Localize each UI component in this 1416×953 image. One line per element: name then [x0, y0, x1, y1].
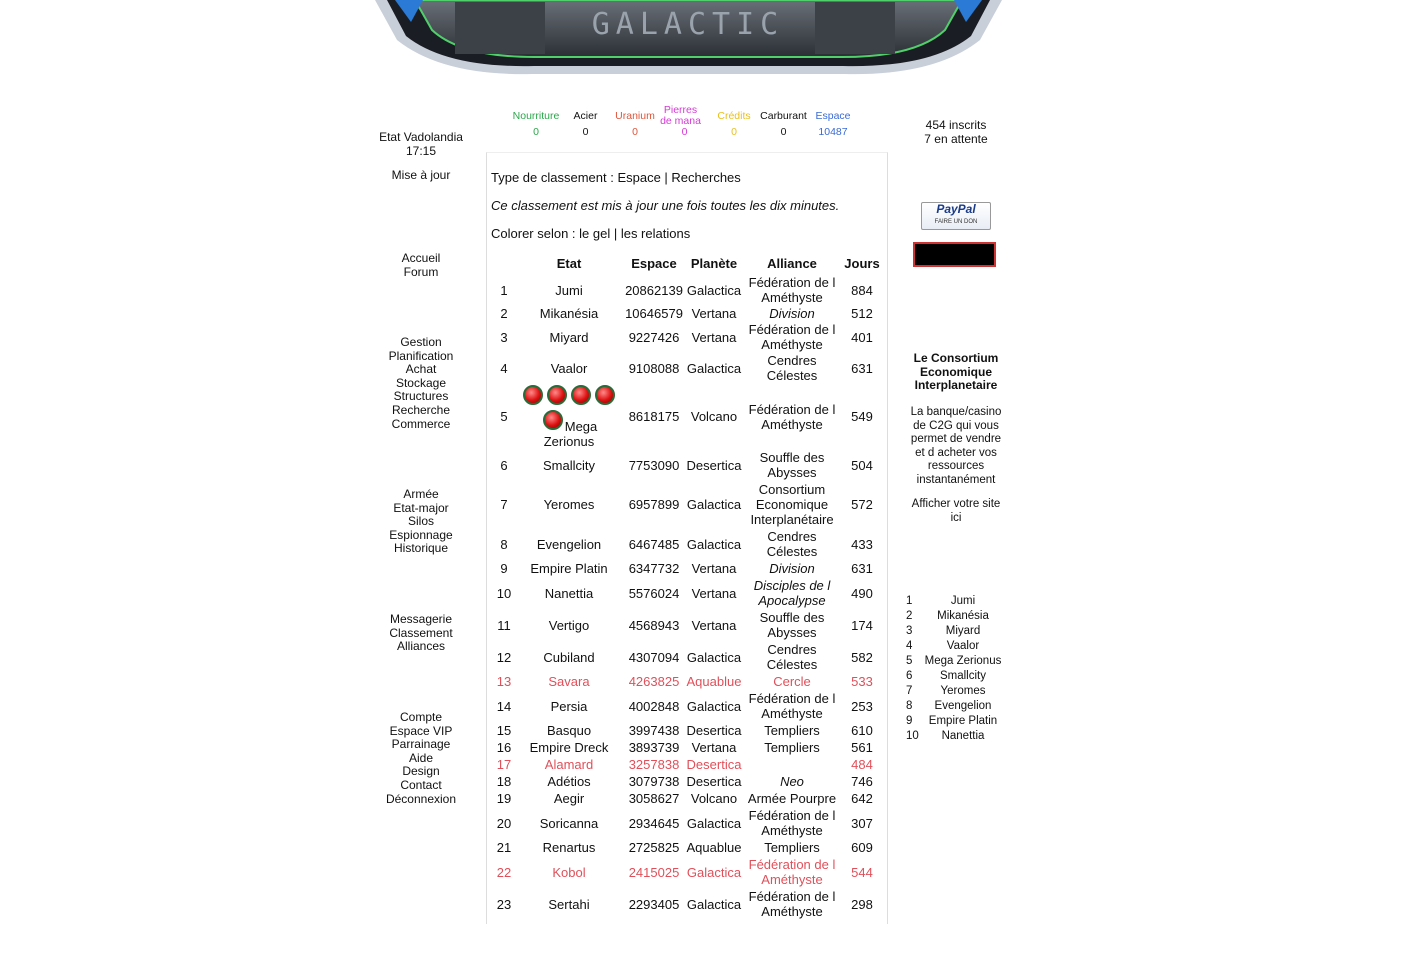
rank-cell: 20: [496, 815, 512, 831]
medal-icon: [571, 385, 591, 405]
top10-item[interactable]: [906, 729, 1002, 744]
state-cell[interactable]: [516, 481, 622, 528]
space-cell: 10646579: [625, 306, 683, 321]
top10-item[interactable]: [906, 624, 1002, 639]
alliance-cell[interactable]: Fédération de l Améthyste: [748, 889, 836, 919]
state-cell[interactable]: [516, 888, 622, 920]
alliance-cell[interactable]: [742, 756, 842, 773]
nav-group-home: [370, 252, 472, 279]
table-row: [492, 275, 882, 305]
header-rank: [492, 251, 516, 275]
planet-cell: Galactica: [686, 896, 742, 912]
space-cell: 4002848: [628, 698, 680, 714]
state-name: Sertahi: [548, 896, 590, 912]
header-jours[interactable]: Jours: [844, 255, 880, 271]
alliance-cell[interactable]: Fédération de l Améthyste: [748, 401, 836, 432]
state-name: Adétios: [547, 774, 591, 789]
days-cell: 572: [851, 497, 873, 512]
rank-cell: 13: [496, 674, 512, 689]
alliance-cell[interactable]: Souffle des Abysses: [759, 450, 825, 480]
state-cell[interactable]: [516, 384, 622, 449]
table-row: [492, 856, 882, 888]
state-name: Smallcity: [542, 457, 595, 473]
days-cell: 884: [851, 282, 873, 298]
state-cell[interactable]: [516, 773, 622, 790]
days-cell: 549: [851, 409, 873, 424]
table-row: [492, 888, 882, 920]
rank-cell: 9: [500, 561, 508, 576]
top10-rank: 7: [906, 685, 913, 697]
days-cell: 401: [851, 329, 873, 345]
top10-name: Miyard: [945, 625, 981, 637]
days-cell: 533: [851, 674, 873, 689]
nav-classement[interactable]: Classement: [389, 625, 453, 640]
resource-value: 0: [780, 126, 787, 138]
rank-cell: 8: [500, 536, 508, 552]
top10-name: Yeromes: [940, 685, 986, 697]
state-cell[interactable]: [516, 722, 622, 739]
state-cell[interactable]: [516, 673, 622, 690]
planet-cell: Volcano: [690, 409, 738, 424]
ranking-note: Ce classement est mis à jour une fois toutes les dix minutes.: [491, 198, 840, 213]
state-cell[interactable]: [516, 856, 622, 888]
header-etat[interactable]: Etat: [556, 255, 582, 271]
state-cell[interactable]: [516, 690, 622, 722]
days-cell: 631: [851, 561, 873, 576]
state-cell[interactable]: [516, 305, 622, 322]
planet-cell: Vertana: [691, 617, 737, 633]
state-name: Persia: [550, 698, 588, 714]
nav-contact[interactable]: Contact: [400, 777, 442, 792]
days-cell: 298: [851, 896, 873, 912]
planet-cell: Vertana: [691, 329, 737, 345]
rank-cell: 19: [496, 791, 512, 806]
update-link[interactable]: Mise à jour: [391, 168, 451, 182]
resource-label: Nourriture: [512, 109, 560, 122]
table-row: [492, 560, 882, 577]
color-by[interactable]: Colorer selon : le gel | les relations: [491, 226, 691, 241]
rank-cell: 15: [496, 723, 512, 738]
ranking-type[interactable]: Type de classement : Espace | Recherches: [491, 170, 741, 185]
top10-item[interactable]: [906, 609, 1002, 624]
planet-cell: Galactica: [686, 649, 742, 665]
paypal-logo: PayPal: [936, 202, 976, 216]
player-stats: [905, 119, 1007, 146]
planet-cell: Galactica: [686, 360, 742, 376]
state-cell[interactable]: [516, 560, 622, 577]
days-cell: 484: [851, 757, 873, 772]
table-row: [492, 609, 882, 641]
nav-planification[interactable]: Planification: [388, 348, 454, 363]
nav-deconnexion[interactable]: Déconnexion: [385, 791, 457, 806]
state-title: Etat Vadolandia: [379, 130, 463, 144]
alliance-cell[interactable]: Templiers: [764, 723, 820, 738]
rank-cell: 4: [500, 360, 508, 376]
space-cell: 2725825: [628, 840, 680, 855]
table-row: [492, 739, 882, 756]
top10-name: Jumi: [950, 595, 976, 607]
table-row: [492, 773, 882, 790]
rank-cell: 7: [500, 497, 508, 512]
resource-label: Espace: [815, 109, 851, 122]
state-cell[interactable]: [516, 609, 622, 641]
top10-rank: 2: [906, 610, 913, 622]
table-row: [492, 384, 882, 449]
state-name: Empire Platin: [530, 561, 608, 576]
state-cell[interactable]: [516, 839, 622, 856]
state-cell[interactable]: [516, 756, 622, 773]
state-name: Vaalor: [550, 360, 588, 376]
days-cell: 504: [851, 457, 873, 473]
days-cell: 561: [851, 740, 873, 755]
top10-item[interactable]: [906, 639, 1002, 654]
state-name: Yeromes: [543, 497, 595, 512]
space-cell: 5576024: [628, 585, 680, 601]
space-cell: 8618175: [628, 409, 680, 424]
days-cell: 490: [851, 585, 873, 601]
top10-name: Vaalor: [946, 640, 980, 652]
state-name: Renartus: [542, 840, 596, 855]
top10-rank: 5: [906, 655, 913, 667]
alliance-cell[interactable]: Cendres Célestes: [766, 642, 818, 672]
planet-cell: Aquablue: [686, 840, 742, 855]
space-cell: 3997438: [628, 723, 680, 738]
resource-label: Pierres de mana: [660, 104, 701, 127]
table-row: [492, 690, 882, 722]
planet-cell: Galactica: [686, 282, 742, 298]
table-row: [492, 528, 882, 560]
rank-cell: 18: [496, 774, 512, 789]
state-name: Alamard: [544, 757, 594, 772]
nav-group-account: [370, 711, 472, 806]
days-cell: 642: [851, 791, 873, 806]
nav-espace-vip[interactable]: Espace VIP: [389, 723, 453, 738]
days-cell: 582: [851, 649, 873, 665]
top10-item[interactable]: [906, 714, 1002, 729]
banner-title: GALACTIC: [591, 7, 785, 42]
state-name: Jumi: [555, 282, 583, 298]
state-name: Savara: [548, 674, 590, 689]
days-cell: 433: [851, 536, 873, 552]
nav-compte[interactable]: Compte: [399, 710, 443, 724]
top10-rank: 3: [906, 625, 913, 637]
space-cell: 9227426: [628, 329, 680, 345]
state-cell[interactable]: [516, 577, 622, 609]
top10-name: Evengelion: [934, 700, 992, 712]
top10-item[interactable]: [906, 699, 1002, 714]
alliance-cell[interactable]: Fédération de l Améthyste: [748, 808, 836, 838]
days-cell: 609: [851, 840, 873, 855]
resource-value: 0: [632, 126, 638, 138]
header-banner: [375, 0, 1002, 76]
nav-design[interactable]: Design: [402, 764, 440, 779]
nav-stockage[interactable]: Stockage: [395, 375, 447, 390]
nav-group-management: [370, 336, 472, 431]
rank-cell: 23: [496, 896, 512, 912]
space-cell: 6957899: [628, 497, 680, 512]
promo-text: La banque/casino de C2G qui vous permet de vendre et d acheter vos ressources instantanément: [910, 406, 1002, 486]
top10-item[interactable]: [906, 684, 1002, 699]
alliance-cell[interactable]: Consortium Economique Interplanétaire: [750, 482, 834, 527]
space-cell: 6467485: [628, 536, 680, 552]
state-cell[interactable]: [516, 790, 622, 807]
planet-cell: Aquablue: [686, 674, 742, 689]
paypal-sub: FAIRE UN DON: [934, 219, 978, 225]
rank-cell: 17: [496, 757, 512, 772]
rank-cell: 10: [496, 585, 512, 601]
sponsor-banner[interactable]: [913, 242, 996, 267]
table-row: [492, 577, 882, 609]
state-name: Aegir: [553, 791, 585, 806]
alliance-cell[interactable]: Fédération de l Améthyste: [748, 691, 836, 721]
top10-name: Mikanésia: [937, 610, 989, 622]
state-info: [370, 131, 472, 158]
state-cell[interactable]: [516, 528, 622, 560]
top10-name: Empire Platin: [928, 715, 998, 727]
resource-label: Uranium: [615, 109, 655, 122]
state-cell[interactable]: [516, 275, 622, 305]
registered-count: 454 inscrits: [925, 118, 987, 132]
space-cell: 2934645: [628, 815, 680, 831]
rank-cell: 11: [497, 617, 511, 633]
rank-cell: 3: [500, 329, 508, 345]
top10-item[interactable]: [906, 669, 1002, 684]
state-cell[interactable]: [516, 641, 622, 673]
nav-historique[interactable]: Historique: [393, 541, 449, 556]
top10-name: Nanettia: [941, 730, 985, 742]
top10-list: [906, 594, 1002, 744]
rank-cell: 5: [500, 409, 508, 424]
planet-cell: Galactica: [686, 536, 742, 552]
ranking-table: [492, 251, 882, 920]
top10-item[interactable]: [906, 594, 1002, 609]
space-cell: 3058627: [628, 791, 680, 806]
rank-cell: 1: [500, 282, 508, 298]
days-cell: 746: [851, 774, 873, 789]
alliance-cell[interactable]: Fédération de l Améthyste: [748, 275, 836, 305]
state-name: Evengelion: [536, 536, 602, 552]
state-name: Kobol: [552, 864, 586, 880]
state-name: Cubiland: [543, 649, 595, 665]
table-row: [492, 673, 882, 690]
top10-name: Smallcity: [939, 670, 986, 682]
alliance-cell[interactable]: Division: [769, 561, 815, 576]
space-cell: 3079738: [628, 774, 680, 789]
top10-rank: 8: [906, 700, 913, 712]
space-cell: 7753090: [628, 457, 680, 473]
alliance-cell[interactable]: Armée Pourpre: [747, 791, 837, 806]
rank-cell: 2: [500, 306, 508, 321]
space-cell: 2415025: [628, 864, 680, 880]
top10-rank: 1: [906, 595, 913, 607]
rank-cell: 16: [496, 740, 512, 755]
state-cell[interactable]: [516, 449, 622, 481]
nav-messagerie[interactable]: Messagerie: [389, 612, 453, 626]
planet-cell: Galactica: [686, 815, 742, 831]
planet-cell: Desertica: [686, 757, 742, 772]
nav-group-social: [370, 613, 472, 654]
nav-aide[interactable]: Aide: [408, 750, 434, 765]
table-row: [492, 481, 882, 528]
state-cell[interactable]: [516, 739, 622, 756]
clock-time: 17:15: [405, 143, 437, 158]
alliance-cell[interactable]: Neo: [780, 774, 804, 789]
space-cell: 3893739: [628, 740, 680, 755]
space-cell: 6347732: [628, 561, 680, 576]
planet-cell: Vertana: [691, 585, 737, 601]
alliance-cell[interactable]: Cendres Célestes: [766, 353, 818, 383]
rank-cell: 22: [496, 864, 512, 880]
space-cell: 3257838: [628, 757, 680, 772]
alliance-cell[interactable]: Fédération de l Améthyste: [748, 322, 836, 352]
planet-cell: Vertana: [691, 561, 737, 576]
state-name: Mikanésia: [539, 306, 599, 321]
header-alliance[interactable]: Alliance: [767, 255, 817, 271]
alliance-cell[interactable]: Souffle des Abysses: [759, 610, 825, 640]
header-espace[interactable]: Espace: [631, 255, 677, 271]
nav-parrainage[interactable]: Parrainage: [391, 737, 451, 752]
top10-item[interactable]: [906, 654, 1002, 669]
pending-count: 7 en attente: [924, 131, 988, 146]
space-cell: 2293405: [628, 896, 680, 912]
resource-label: Acier: [573, 109, 598, 122]
alliance-cell[interactable]: Cercle: [773, 674, 811, 689]
advertise-link[interactable]: Afficher votre site ici: [911, 498, 1001, 524]
alliance-cell[interactable]: Division: [769, 306, 815, 321]
rank-cell: 12: [496, 649, 512, 665]
table-row: [492, 839, 882, 856]
planet-cell: Galactica: [686, 497, 742, 512]
state-name: Soricanna: [539, 815, 599, 831]
planet-cell: Galactica: [686, 698, 742, 714]
days-cell: 610: [851, 723, 873, 738]
planet-cell: Desertica: [686, 723, 742, 738]
days-cell: 631: [851, 360, 873, 376]
planet-cell: Galactica: [686, 864, 742, 880]
resource-value: 0: [731, 126, 737, 138]
rank-cell: 21: [496, 840, 512, 855]
state-cell[interactable]: [516, 352, 622, 384]
medal-icon: [547, 385, 567, 405]
nav-armee[interactable]: Armée: [403, 487, 439, 501]
resource-label: Carburant: [760, 109, 807, 122]
alliance-cell[interactable]: Fédération de l Améthyste: [748, 857, 836, 887]
state-name: Nanettia: [544, 585, 594, 601]
table-row: [492, 352, 882, 384]
table-row: [492, 641, 882, 673]
days-cell: 307: [851, 815, 873, 831]
alliance-cell[interactable]: Templiers: [764, 740, 820, 755]
days-cell: 174: [851, 617, 873, 633]
table-row: [492, 322, 882, 352]
planet-cell: Desertica: [686, 457, 742, 473]
nav-silos[interactable]: Silos: [407, 514, 434, 529]
top10-rank: 6: [906, 670, 913, 682]
resource-value: 0: [582, 126, 589, 138]
nav-achat[interactable]: Achat: [405, 362, 437, 377]
space-cell: 4568943: [628, 617, 680, 633]
table-row: [492, 722, 882, 739]
state-name: Miyard: [549, 329, 589, 345]
top10-name: Mega Zerionus: [924, 655, 1002, 667]
top10-rank: 10: [906, 730, 919, 742]
table-row: [492, 305, 882, 322]
rank-cell: 14: [496, 698, 512, 714]
state-name: Mega Zerionus: [543, 419, 598, 449]
table-row: [492, 449, 882, 481]
nav-etat-major[interactable]: Etat-major: [393, 500, 449, 515]
state-name: Vertigo: [548, 617, 590, 633]
top10-rank: 4: [906, 640, 913, 652]
space-cell: 4263825: [628, 674, 680, 689]
state-cell[interactable]: [516, 807, 622, 839]
space-cell: 9108088: [628, 360, 680, 376]
resource-value: 10487: [818, 126, 848, 138]
state-cell[interactable]: [516, 322, 622, 352]
days-cell: 512: [851, 306, 873, 321]
planet-cell: Volcano: [690, 791, 738, 806]
table-row: [492, 790, 882, 807]
nav-structures[interactable]: Structures: [393, 389, 449, 404]
resource-value: 0: [533, 126, 539, 138]
resource-bar: [510, 102, 856, 142]
nav-espionnage[interactable]: Espionnage: [389, 527, 453, 542]
nav-commerce[interactable]: Commerce: [391, 416, 451, 431]
days-cell: 544: [851, 864, 873, 880]
planet-cell: Desertica: [686, 774, 742, 789]
nav-gestion[interactable]: Gestion: [400, 335, 442, 349]
resource-label: Crédits: [717, 109, 751, 122]
planet-cell: Vertana: [691, 740, 737, 755]
medal-icon: [595, 385, 615, 405]
header-planete[interactable]: Planète: [690, 255, 738, 271]
space-cell: 4307094: [628, 649, 680, 665]
table-header: [492, 251, 882, 275]
alliance-cell[interactable]: Templiers: [764, 840, 820, 855]
table-row: [492, 807, 882, 839]
alliance-cell[interactable]: Disciples de l Apocalypse: [753, 578, 831, 608]
space-cell: 20862139: [625, 282, 683, 298]
nav-group-military: [370, 488, 472, 556]
paypal-donate-button[interactable]: [921, 202, 991, 230]
rank-cell: 6: [500, 457, 508, 473]
days-cell: 253: [851, 698, 873, 714]
medal-icon: [543, 410, 563, 430]
planet-cell: Vertana: [691, 306, 737, 321]
medal-icon: [523, 385, 543, 405]
nav-recherche[interactable]: Recherche: [391, 402, 451, 417]
nav-alliances[interactable]: Alliances: [396, 639, 446, 654]
resource-value: 0: [681, 126, 688, 138]
nav-forum[interactable]: Forum: [403, 264, 439, 279]
state-name: Basquo: [546, 723, 592, 738]
nav-accueil[interactable]: Accueil: [401, 251, 441, 265]
alliance-cell[interactable]: Cendres Célestes: [766, 529, 818, 559]
promo-title: Le Consortium Economique Interplanetaire: [913, 351, 999, 393]
state-name: Empire Dreck: [529, 740, 609, 755]
ranking-panel: [486, 152, 888, 924]
top10-rank: 9: [906, 715, 913, 727]
table-row: [492, 756, 882, 773]
